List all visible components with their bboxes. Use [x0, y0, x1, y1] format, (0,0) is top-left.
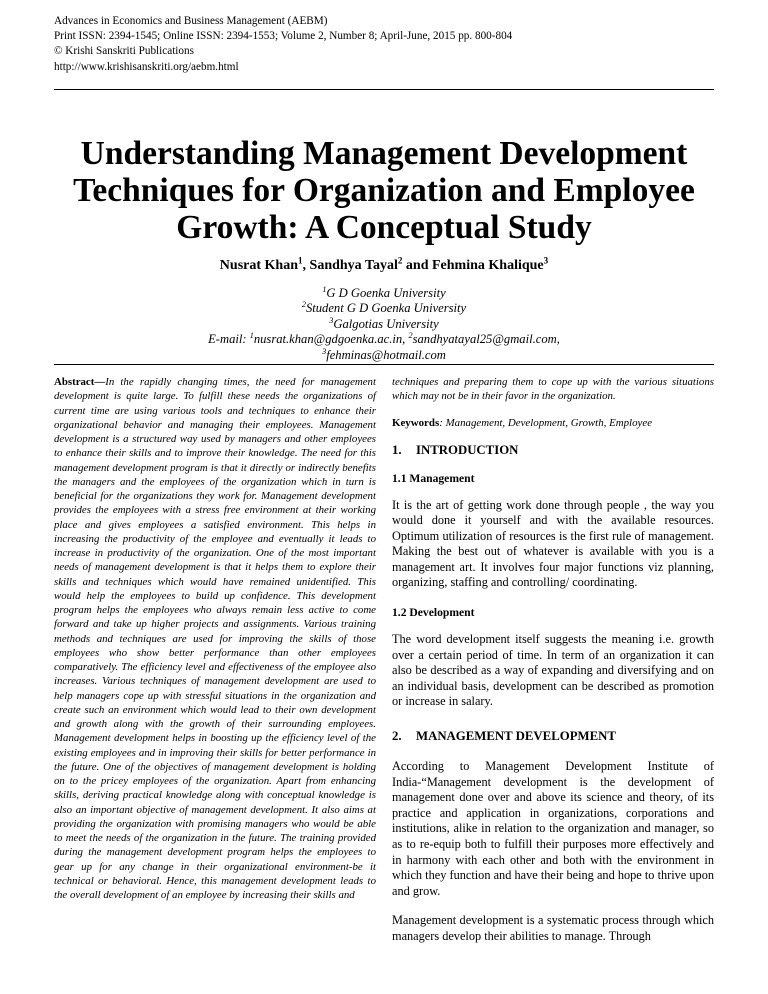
title-divider: [54, 364, 714, 365]
author-2: Sandhya Tayal: [309, 258, 398, 273]
email-1[interactable]: nusrat.khan@gdgoenka.ac.in,: [253, 332, 409, 347]
email-marker: 1: [249, 331, 254, 341]
author-separator: and: [402, 258, 432, 273]
abstract-continuation: techniques and preparing them to cope up with the various situations which may not be in their favor in the organization.: [392, 376, 714, 403]
affiliations: [54, 286, 714, 363]
affiliation-text: Galgotias University: [333, 316, 439, 331]
header-divider: [54, 89, 714, 90]
affiliation-text: G D Goenka University: [326, 286, 446, 300]
affiliation-marker: 1: [322, 284, 327, 294]
section-number: 2.: [392, 729, 402, 744]
paragraph-systematic-process: Management development is a systematic process through which managers develop their abilities to manage. Through: [392, 913, 714, 943]
subsection-heading-development: 1.2 Development: [392, 606, 475, 620]
email-line-2: [54, 348, 714, 363]
section-heading-introduction: [392, 443, 714, 458]
author-list: [54, 255, 714, 274]
email-line: [54, 332, 714, 347]
affiliation-1: [54, 286, 714, 301]
right-column: [392, 375, 714, 945]
paper-title: [54, 135, 714, 246]
email-3[interactable]: fehminas@hotmail.com: [326, 347, 446, 362]
abstract: [54, 375, 376, 902]
email-marker: 2: [408, 331, 413, 341]
left-column: [54, 375, 376, 902]
affiliation-marker: 3: [329, 315, 334, 325]
affiliation-2: [54, 301, 714, 316]
affiliation-3: [54, 317, 714, 332]
email-2[interactable]: sandhyatayal25@gmail.com,: [412, 332, 560, 347]
paragraph-mdi-definition: According to Management Development Institute of India-“Management development is the development of management done over and above its science and theory, of its practice and application in organizations, corporations and institutions, alike in relation to the organization and manager, so as to re-equip both to fulfill their purposes more effectively and in harmony with each other and both with the environment in which they function and have their being and hope to thrive upon and grow.: [392, 759, 714, 898]
title-line-2: Techniques for Organization and Employee: [73, 172, 695, 209]
keywords-value: Management, Development, Growth, Employee: [445, 416, 653, 429]
section-title: INTRODUCTION: [416, 442, 519, 457]
section-heading-management-development: [392, 729, 714, 744]
author-3-marker: 3: [543, 255, 549, 266]
journal-issn: Print ISSN: 2394-1545; Online ISSN: 2394-1553; Volume 2, Number 8; April-June, 2015 pp. 800-804: [54, 30, 513, 43]
abstract-label: Abstract—: [54, 376, 106, 388]
abstract-text: In the rapidly changing times, the need for management development is quite large. To fulfill these needs the organizations of current time are using various tools and techniques to enhance their organizational behavior and managing their employees. Management development is a structured way used by managers and other employees to enhance their skills and to improve their knowledge. The need for this management development program is that it directly or indirectly benefits the managers and the employees of the organization which in turn is beneficial for the organizations they work for. Management development provides the employees with a stress free environment at their working place and gives employees a satisfied environment. This helps in increasing the productivity of the employee and eventually it leads to increase in productivity of the organization. One of the most important needs of management development is that it helps them to explore their skills and techniques which would have remained unidentified. This would help the employees to build up confidence. This development program helps the employees who always remain less active to come forward and take up higher projects and assignments. Various training methods and techniques are used for improving the skills of those employees who show better performance than other employees comparatively. The efficiency level and effectiveness of the employee also increases. Various techniques of management development are used to help managers cope up with stressful situations in the organization and create such an environment which would lead to their own development and growth along with the growth of their surrounding employees. Management development helps in boosting up the efficiency level of the existing employees and in improving their skills for better performance in the future. One of the objectives of management development is holding on to the pricey employees of the organization. Apart from enhancing skills, deriving practical knowledge along with conceptual knowledge is also an important objective of management development. It also aims at providing the organization with promising managers who would be able to meet the needs of the organization in the future. The training provided during the management development program helps the employees to gear up for any change in their organizational environment-be it technical or behavioral. Hence, this management development leads to the overall development of an employee by increasing their skills and: [54, 376, 376, 901]
author-separator: ,: [302, 258, 310, 273]
journal-name: Advances in Economics and Business Management (AEBM): [54, 15, 328, 27]
author-1-marker: 1: [297, 255, 303, 266]
section-title: MANAGEMENT DEVELOPMENT: [416, 729, 616, 744]
journal-publisher: © Krishi Sanskriti Publications: [54, 45, 194, 58]
affiliation-text: Student G D Goenka University: [305, 301, 467, 316]
title-line-3: Growth: A Conceptual Study: [176, 209, 592, 246]
email-label: E-mail:: [208, 332, 250, 347]
author-2-marker: 2: [397, 255, 403, 266]
journal-header: [54, 14, 714, 75]
paragraph-development: The word development itself suggests the meaning i.e. growth over a certain period of time. In term of an organization it can also be described as a way of expanding and diversifying and on an individual basis, development can be described as promotion or increase in salary.: [392, 632, 714, 709]
affiliation-marker: 2: [301, 300, 306, 310]
section-number: 1.: [392, 442, 402, 457]
keywords-colon: :: [439, 416, 446, 429]
title-line-1: Understanding Management Development: [80, 135, 688, 172]
paragraph-management: It is the art of getting work done through people , the way you would done it yourself and with the available resources. Optimum utilization of resources is the first rule of management. Making the best out of whatever is available with you is a management art. It involves four major functions viz planning, organizing, staffing and controlling/ coordinating.: [392, 497, 714, 590]
keywords: [392, 416, 714, 430]
email-marker: 3: [322, 346, 327, 356]
journal-url[interactable]: http://www.krishisanskriti.org/aebm.html: [54, 60, 239, 73]
author-1: Nusrat Khan: [219, 258, 298, 273]
subsection-heading-management: 1.1 Management: [392, 471, 475, 485]
keywords-label: Keywords: [392, 416, 440, 429]
author-3: Fehmina Khalique: [432, 258, 544, 273]
